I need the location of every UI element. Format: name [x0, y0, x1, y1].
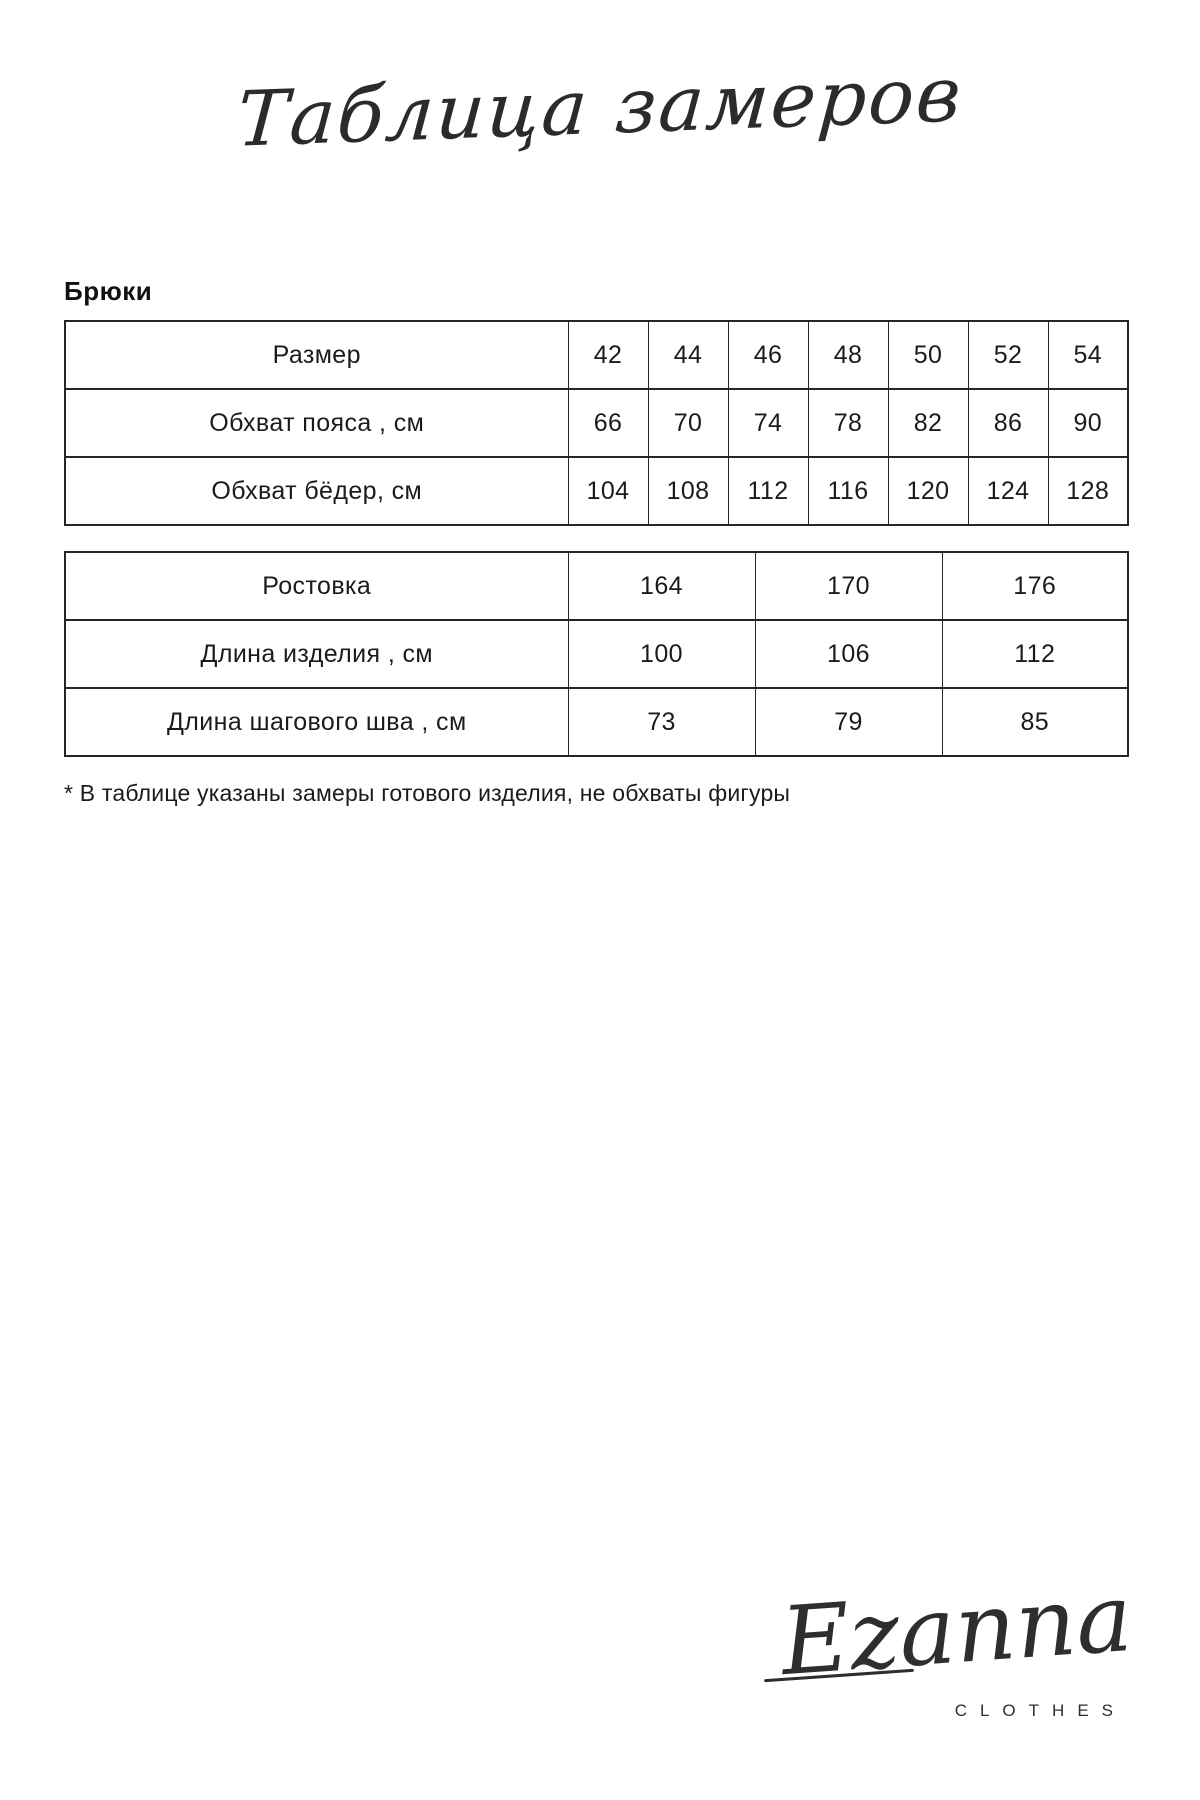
- row-label: Ростовка: [65, 552, 568, 620]
- table-row: [65, 688, 1128, 756]
- table-cell: 70: [648, 389, 728, 457]
- table-cell: 42: [568, 321, 648, 389]
- table-row: [65, 321, 1128, 389]
- table-cell: 66: [568, 389, 648, 457]
- table-cell: 100: [568, 620, 755, 688]
- table-row: [65, 457, 1128, 525]
- table-cell: 104: [568, 457, 648, 525]
- table-cell: 54: [1048, 321, 1128, 389]
- table-cell: 52: [968, 321, 1048, 389]
- table-row: [65, 620, 1128, 688]
- table-cell: 78: [808, 389, 888, 457]
- table-cell: 74: [728, 389, 808, 457]
- length-measurements-table: [64, 551, 1129, 757]
- footnote: * В таблице указаны замеры готового изделия, не обхваты фигуры: [64, 780, 791, 806]
- table-cell: 106: [755, 620, 942, 688]
- table-cell: 128: [1048, 457, 1128, 525]
- brand-name-script: Ezanna: [777, 1563, 1136, 1698]
- table-cell: 116: [808, 457, 888, 525]
- table-cell: 112: [728, 457, 808, 525]
- table-cell: 164: [568, 552, 755, 620]
- table-cell: 82: [888, 389, 968, 457]
- section-heading: Брюки: [64, 276, 153, 306]
- brand-logo: [758, 1563, 1160, 1757]
- table-cell: 46: [728, 321, 808, 389]
- row-label: Длина шагового шва , см: [65, 688, 568, 756]
- table-cell: 79: [755, 688, 942, 756]
- table-cell: 170: [755, 552, 942, 620]
- table-cell: 124: [968, 457, 1048, 525]
- table-cell: 48: [808, 321, 888, 389]
- size-measurements-table: [64, 320, 1129, 526]
- row-label: Обхват пояса , см: [65, 389, 568, 457]
- brand-subtext: CLOTHES: [954, 1701, 1126, 1720]
- row-label: Размер: [65, 321, 568, 389]
- page-title: Таблица замеров: [234, 49, 966, 164]
- table-cell: 112: [942, 620, 1128, 688]
- table-row: [65, 552, 1128, 620]
- table-cell: 73: [568, 688, 755, 756]
- table-cell: 86: [968, 389, 1048, 457]
- table-row: [65, 389, 1128, 457]
- table-cell: 176: [942, 552, 1128, 620]
- table-cell: 108: [648, 457, 728, 525]
- table-cell: 120: [888, 457, 968, 525]
- row-label: Обхват бёдер, см: [65, 457, 568, 525]
- table-cell: 50: [888, 321, 968, 389]
- table-cell: 44: [648, 321, 728, 389]
- row-label: Длина изделия , см: [65, 620, 568, 688]
- table-cell: 90: [1048, 389, 1128, 457]
- table-cell: 85: [942, 688, 1128, 756]
